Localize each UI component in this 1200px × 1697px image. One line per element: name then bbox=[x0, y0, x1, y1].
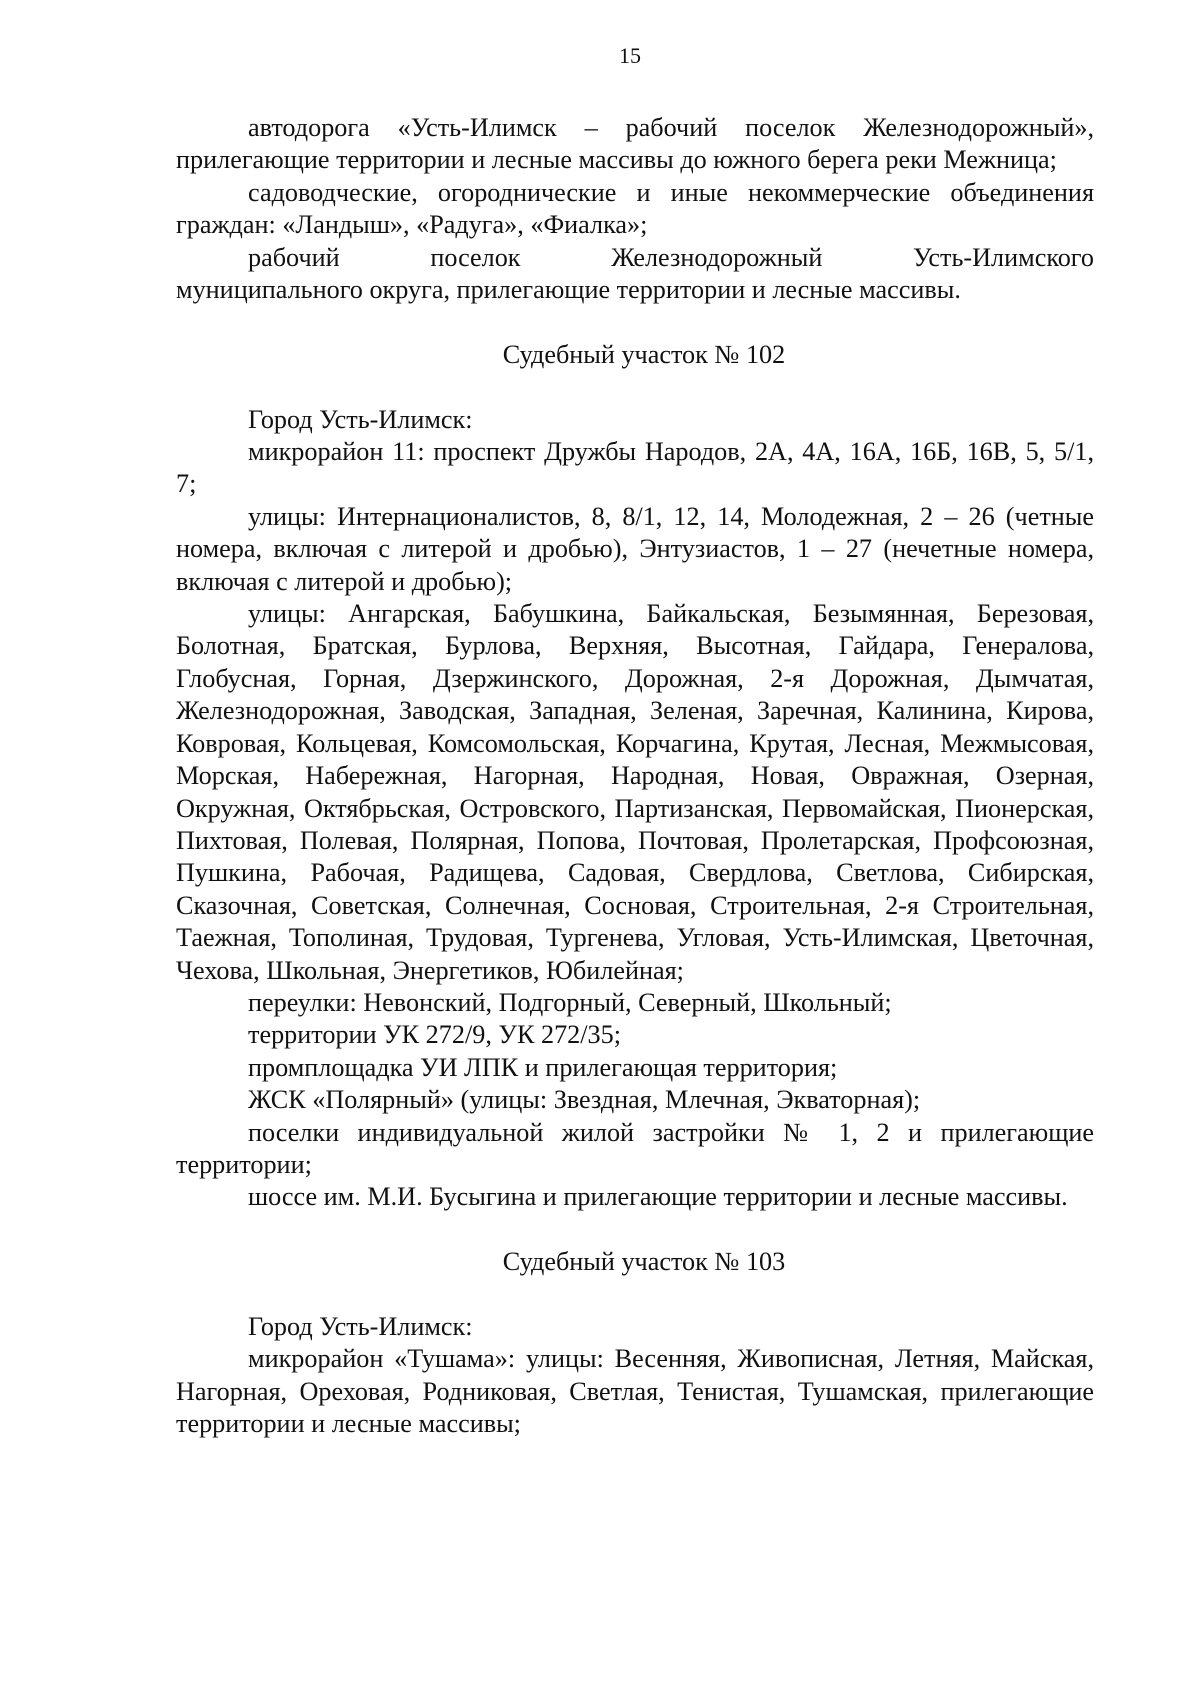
spacer bbox=[176, 306, 1094, 338]
paragraph-microdistrict-11: микрорайон 11: проспект Дружбы Народов, 2А, 4А, 16А, 16Б, 16В, 5, 5/1, 7; bbox=[176, 437, 1094, 499]
spacer bbox=[176, 1279, 1094, 1311]
paragraph-road-line-rest: прилегающие территории и лесные массивы до южного берега реки Межница; bbox=[176, 145, 1057, 175]
document-body bbox=[176, 112, 1094, 1441]
paragraph-city-102: Город Усть-Илимск: bbox=[248, 404, 473, 434]
paragraph-territories-uk: территории УК 272/9, УК 272/35; bbox=[248, 1020, 622, 1050]
paragraph-settlement-line-2: муниципального округа, прилегающие территории и лесные массивы. bbox=[176, 275, 961, 305]
paragraph-gardening-associations: садоводческие, огороднические и иные некоммерческие объединения граждан: «Ландыш», «Радуга», «Фиалка»; bbox=[176, 177, 1094, 240]
paragraph-busygin-highway: шоссе им. М.И. Бусыгина и прилегающие территории и лесные массивы. bbox=[248, 1182, 1068, 1212]
paragraph-streets-list: улицы: Ангарская, Бабушкина, Байкальская, Безымянная, Березовая, Болотная, Братская, Бурлова, Верхняя, Высотная, Гайдара, Генералова, Глобусная, Горная, Дзержинского, Дорожная, 2-я Дорожная, Дымчатая, Железнодорожная, Заводская, Западная, Зеленая, Заречная, Калинина, Кирова, Ковровая, Кольцевая, Комсомольская, Корчагина, Крутая, Лесная, Межмысовая, Морская, Набережная, Нагорная, Народная, Новая, Овражная, Озерная, Окружная, Октябрьская, Островского, Партизанская, Первомайская, Пионерская, Пихтовая, Полевая, Полярная, Попова, Почтовая, Пролетарская, Профсоюзная, Пушкина, Рабочая, Радищева, Садовая, Свердлова, Светлова, Сибирская, Сказочная, Советская, Солнечная, Сосновая, Строительная, 2-я Строительная, Таежная, Тополиная, Трудовая, Тургенева, Угловая, Усть-Илимская, Цветочная, Чехова, Школьная, Энергетиков, Юбилейная; bbox=[176, 599, 1094, 985]
paragraph-zhsk-polyarny: ЖСК «Полярный» (улицы: Звездная, Млечная, Экваторная); bbox=[248, 1085, 921, 1115]
section-heading-103: Судебный участок № 103 bbox=[502, 1247, 786, 1277]
paragraph-individual-housing: поселки индивидуальной жилой застройки № 1, 2 и прилегающие территории; bbox=[176, 1117, 1094, 1179]
page-number: 15 bbox=[619, 43, 641, 68]
paragraph-lanes: переулки: Невонский, Подгорный, Северный, Школьный; bbox=[248, 987, 892, 1017]
paragraph-city-103: Город Усть-Илимск: bbox=[248, 1311, 473, 1341]
spacer bbox=[176, 1214, 1094, 1246]
paragraph-industrial-site: промплощадка УИ ЛПК и прилегающая территория; bbox=[248, 1052, 838, 1082]
paragraph-streets-numbered: улицы: Интернационалистов, 8, 8/1, 12, 14, Молодежная, 2 – 26 (четные номера, включая с литерой и дробью), Энтузиастов, 1 – 27 (нечетные номера, включая с литерой и дробью); bbox=[176, 501, 1094, 596]
spacer bbox=[176, 371, 1094, 403]
paragraph-tushama: микрорайон «Тушама»: улицы: Весенняя, Живописная, Летняя, Майская, Нагорная, Ореховая, Родниковая, Светлая, Тенистая, Тушамская, прилегающие территории и лесные массивы; bbox=[176, 1344, 1094, 1439]
section-heading-102: Судебный участок № 102 bbox=[502, 339, 786, 369]
paragraph-road-line-1: автодорога «Усть-Илимск – рабочий поселок Железнодорожный», bbox=[248, 113, 1094, 142]
paragraph-settlement-line-1: рабочий поселок Железнодорожный Усть-Илимского bbox=[248, 242, 1094, 272]
